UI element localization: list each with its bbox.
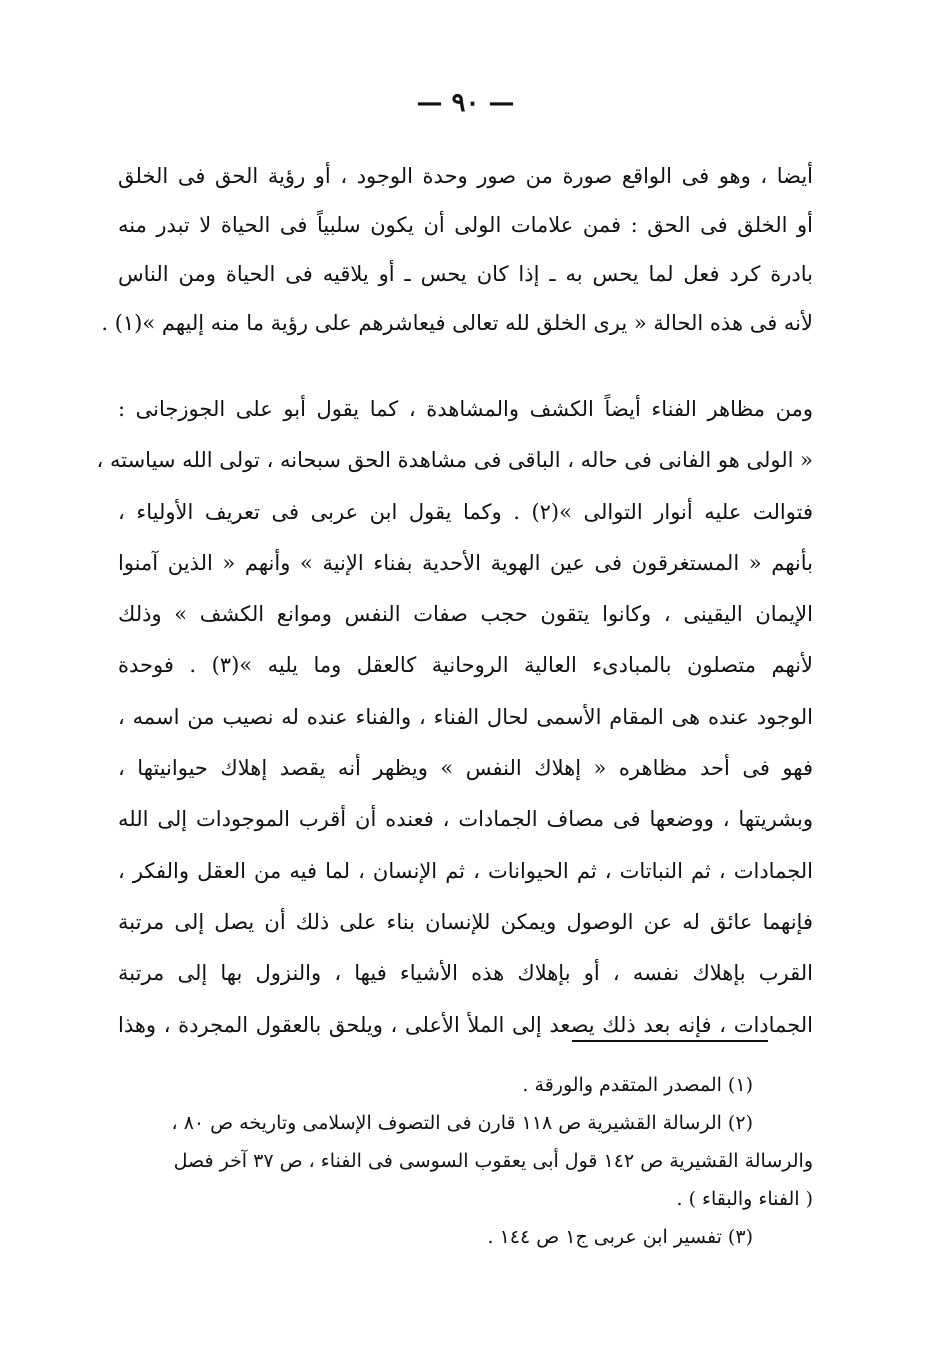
- text-line: لأنهم متصلون بالمبادىء العالية الروحانية كالعقل وما يليه »(٣) . فوحدة: [118, 653, 813, 678]
- footnote-separator: [572, 1040, 768, 1042]
- text-line: « الولى هو الفانى فى حاله ، الباقى فى مشاهدة الحق سبحانه ، تولى الله سياسته ،: [96, 448, 813, 473]
- footnote-2-line-3: ( الفناء والبقاء ) .: [676, 1188, 813, 1210]
- text-line: الجمادات ، ثم النباتات ، ثم الحيوانات ، ثم الإنسان ، لما فيه من العقل والفكر ،: [118, 858, 813, 883]
- footnote-3: (٣) تفسير ابن عربى ج١ ص ١٤٤ .: [487, 1226, 753, 1248]
- body-paragraph-2: [96, 384, 813, 1051]
- text-line: ومن مظاهر الفناء أيضاً الكشف والمشاهدة ، كما يقول أبو على الجوزجانى :: [118, 397, 813, 421]
- text-line: أيضا ، وهو فى الواقع صورة من صور وحدة الوجود ، أو رؤية الحق فى الخلق: [118, 164, 813, 188]
- text-line: بادرة كرد فعل لما يحس به ـ إذا كان يحس ـ أو يلاقيه فى الحياة ومن الناس: [118, 262, 813, 286]
- text-line: بأنهم « المستغرقون فى عين الهوية الأحدية بفناء الإنية » وأنهم « الذين آمنوا: [118, 550, 813, 575]
- text-line: فإنهما عائق له عن الوصول ويمكن للإنسان بناء على ذلك أن يصل إلى مرتبة: [118, 909, 813, 934]
- text-line: القرب بإهلاك نفسه ، أو بإهلاك هذه الأشياء فيها ، والنزول بها إلى مرتبة: [118, 961, 813, 986]
- body-paragraph-1: [101, 152, 813, 348]
- footnote-1: (١) المصدر المتقدم والورقة .: [522, 1074, 753, 1096]
- page-number: — ٩٠ —: [416, 88, 515, 118]
- text-line: الإيمان اليقينى ، وكانوا يتقون حجب صفات النفس وموانع الكشف » وذلك: [118, 602, 813, 627]
- text-line: لأنه فى هذه الحالة « يرى الخلق لله تعالى فيعاشرهم على رؤية ما منه إليهم »(١) .: [101, 311, 813, 335]
- text-line: وبشريتها ، ووضعها فى مصاف الجمادات ، فعنده أن أقرب الموجودات إلى الله: [118, 807, 813, 832]
- footnotes: [118, 1066, 813, 1256]
- footnote-2-line-2: والرسالة القشيرية ص ١٤٢ قول أبى يعقوب السوسى فى الفناء ، ص ٣٧ آخر فصل: [173, 1150, 813, 1172]
- footnote-2-line-1: (٢) الرسالة القشيرية ص ١١٨ قارن فى التصوف الإسلامى وتاريخه ص ٨٠ ،: [171, 1112, 753, 1134]
- text-line: فهو فى أحد مظاهره « إهلاك النفس » ويظهر أنه يقصد إهلاك حيوانيتها ،: [118, 756, 813, 781]
- text-line: فتوالت عليه أنوار التوالى »(٢) . وكما يقول ابن عربى فى تعريف الأولياء ،: [118, 499, 813, 524]
- text-line: الوجود عنده هى المقام الأسمى لحال الفناء ، والفناء عنده له نصيب من اسمه ،: [118, 704, 813, 729]
- text-line: الجمادات ، فإنه بعد ذلك يصعد إلى الملأ الأعلى ، ويلحق بالعقول المجردة ، وهذا: [118, 1012, 813, 1037]
- text-line: أو الخلق فى الحق : فمن علامات الولى أن يكون سلبياً فى الحياة لا تبدر منه: [118, 213, 813, 237]
